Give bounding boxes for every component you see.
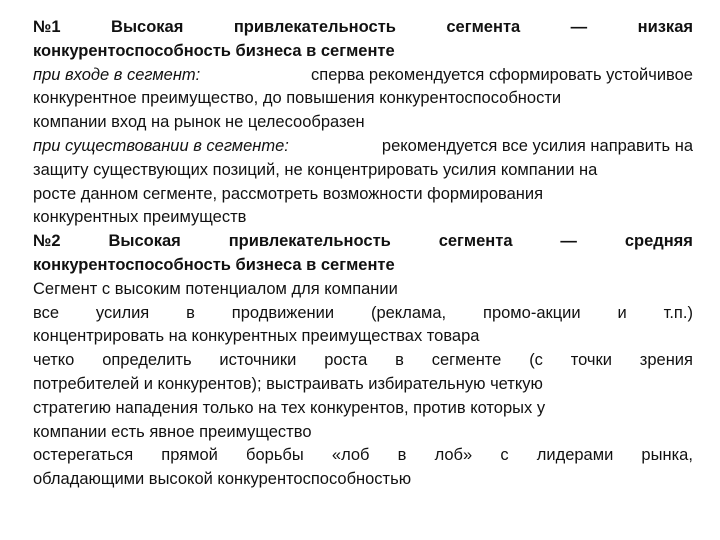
entry-paragraph-line2: конкурентное преимущество, до повышения конкурентоспособности [33, 89, 562, 108]
existence-label: при существовании в сегменте: [33, 136, 289, 155]
document-page [33, 16, 693, 492]
section-1-heading: №1 Высокая привлекательность сегмента — низкая [33, 16, 693, 40]
item-2-line3: стратегию нападения только на тех конкурентов, против которых у [33, 398, 546, 417]
item-2-line1: четко определить источники роста в сегменте (с точки зрения [33, 351, 693, 370]
section-2-heading-line2: конкурентоспособность бизнеса в сегменте [33, 255, 395, 274]
item-1-line1: все усилия в продвижении (реклама, промо-акции и т.п.) [33, 303, 693, 322]
entry-label: при входе в сегмент: [33, 65, 201, 84]
item-1-line2: концентрировать на конкурентных преимуществах товара [33, 327, 480, 346]
section-2-heading: №2 Высокая привлекательность сегмента — средняя [33, 230, 693, 254]
entry-paragraph-line3: компании вход на рынок не целесообразен [33, 113, 365, 132]
existence-paragraph-line2: защиту существующих позиций, не концентрировать усилия компании на [33, 160, 598, 179]
section-2-intro: Сегмент с высоким потенциалом для компании [33, 279, 398, 298]
section-1-heading-line2: конкурентоспособность бизнеса в сегменте [33, 41, 395, 60]
existence-paragraph-line1: при существовании в сегменте: рекомендуется все усилия направить на [33, 135, 693, 159]
existence-paragraph-line4: конкурентных преимуществ [33, 208, 247, 227]
entry-paragraph-line1: при входе в сегмент: сперва рекомендуется сформировать устойчивое [33, 64, 693, 88]
item-3-line1: остерегаться прямой борьбы «лоб в лоб» с лидерами рынка, [33, 446, 693, 465]
section-1-number: №1 [33, 18, 61, 36]
existence-paragraph-line3: росте данном сегменте, рассмотреть возможности формирования [33, 184, 544, 203]
item-2-line2: потребителей и конкурентов); выстраивать избирательную четкую [33, 374, 543, 393]
item-3-line2: обладающими высокой конкурентоспособностью [33, 470, 412, 489]
item-2-line4: компании есть явное преимущество [33, 422, 312, 441]
section-2-number: №2 [33, 232, 61, 251]
